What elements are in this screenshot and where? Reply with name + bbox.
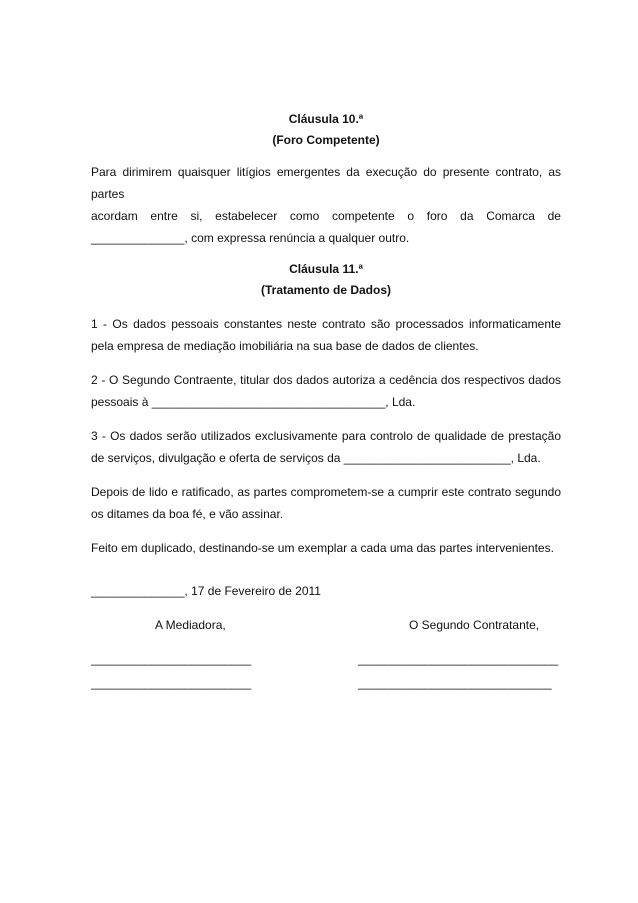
- clause-11-title: Cláusula 11.ª: [289, 262, 363, 276]
- word: acordam: [91, 209, 138, 223]
- word: entre: [150, 209, 178, 223]
- word: o: [407, 209, 415, 223]
- contractor-name-line: _____________________________: [358, 676, 552, 690]
- clause-10-line-3: ______________, com expressa renúncia a qualquer outro.: [91, 231, 410, 245]
- contractor-signature-line: ______________________________: [358, 652, 559, 666]
- clause-11-item-2: 2 - O Segundo Contraente, titular dos dados autoriza a cedência dos respectivos dados pessoais à ___________________________________, Lda.: [91, 373, 561, 409]
- clause-10-line-1: Para dirimirem quaisquer litígios emergentes da execução do presente contrato, as partes: [91, 165, 561, 201]
- word: da: [460, 209, 474, 223]
- word: de: [547, 209, 561, 223]
- mediator-label: A Mediadora,: [155, 618, 226, 632]
- word: como: [289, 209, 320, 223]
- word: si,: [190, 209, 203, 223]
- signature-lines-row-1: [91, 648, 561, 672]
- signature-lines-row-2: [91, 672, 561, 696]
- mediator-name-line: ________________________: [91, 676, 252, 690]
- word: estabelecer: [215, 209, 278, 223]
- clause-11-item-1: 1 - Os dados pessoais constantes neste contrato são processados informaticamente pela empresa de mediação imobiliária na sua base de dados de clientes.: [91, 317, 561, 353]
- clause-10-title: Cláusula 10.ª: [288, 112, 364, 126]
- clause-10-line-2: [91, 205, 561, 227]
- second-contractor-label: O Segundo Contratante,: [409, 618, 540, 632]
- clause-10-subtitle: (Foro Competente): [272, 133, 380, 147]
- duplicate-statement: Feito em duplicado, destinando-se um exemplar a cada uma das partes intervenientes.: [91, 541, 554, 555]
- word: Comarca: [486, 209, 535, 223]
- clause-11-item-3: 3 - Os dados serão utilizados exclusivamente para controlo de qualidade de prestação de serviços, divulgação e oferta de serviços da _________________________, Lda.: [91, 429, 561, 465]
- clause-11-subtitle: (Tratamento de Dados): [260, 283, 392, 297]
- signature-block: [91, 580, 561, 696]
- signature-labels: [91, 614, 561, 636]
- document-page: [91, 109, 561, 559]
- word: competente: [331, 209, 395, 223]
- date-line: ______________, 17 de Fevereiro de 2011: [91, 584, 321, 598]
- word: foro: [426, 209, 448, 223]
- mediator-signature-line: ________________________: [91, 652, 252, 666]
- closing-paragraph: Depois de lido e ratificado, as partes comprometem-se a cumprir este contrato segundo os ditames da boa fé, e vão assinar.: [91, 485, 561, 521]
